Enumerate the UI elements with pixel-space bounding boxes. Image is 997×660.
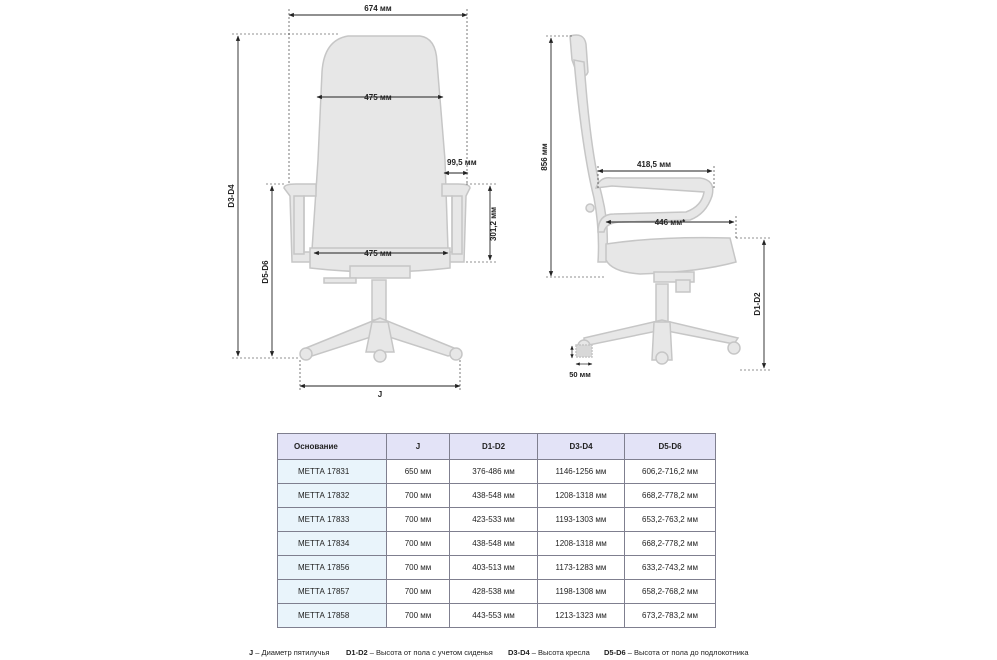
- header-d3-d4: D3-D4: [538, 434, 625, 460]
- table-row: [278, 556, 716, 580]
- side-seat: [606, 238, 736, 274]
- front-view-chair: [284, 36, 470, 362]
- cell-d3-d4: 1173-1283 мм: [538, 556, 625, 580]
- cell-d3-d4: 1213-1323 мм: [538, 604, 625, 628]
- header-d1-d2: D1-D2: [450, 434, 538, 460]
- cell-d5-d6: 653,2-763,2 мм: [625, 508, 716, 532]
- front-caster-right: [450, 348, 462, 360]
- header-d5-d6: D5-D6: [625, 434, 716, 460]
- table-header-row: [278, 434, 716, 460]
- side-caster-right: [728, 342, 740, 354]
- cell-d1-d2: 423-533 мм: [450, 508, 538, 532]
- cell-d1-d2: 443-553 мм: [450, 604, 538, 628]
- dim-armrest-offset: 99,5 мм: [447, 158, 477, 167]
- dim-armrest-floor: D5-D6: [261, 260, 270, 284]
- legend-key: J: [249, 648, 254, 657]
- cell-j: 700 мм: [387, 532, 450, 556]
- side-gas-lift: [656, 284, 668, 324]
- legend-text: – Высота кресла: [529, 648, 590, 657]
- legend-item-d1-d2: [346, 648, 493, 657]
- dim-seat-floor: D1-D2: [753, 292, 762, 316]
- cell-base: МЕТТА 17832: [278, 484, 387, 508]
- table-row: [278, 460, 716, 484]
- table-row: [278, 484, 716, 508]
- cell-base: МЕТТА 17858: [278, 604, 387, 628]
- dim-total-width: 674 мм: [364, 4, 392, 13]
- front-caster-left: [300, 348, 312, 360]
- front-backrest: [312, 36, 448, 250]
- dim-armrest-depth: 418,5 мм: [636, 160, 672, 169]
- front-lever: [324, 278, 356, 283]
- dim-base-diameter: J: [377, 390, 383, 399]
- table-row: [278, 580, 716, 604]
- cell-base: МЕТТА 17857: [278, 580, 387, 604]
- cell-d1-d2: 376-486 мм: [450, 460, 538, 484]
- legend-item-d5-d6: [604, 648, 749, 657]
- cell-j: 700 мм: [387, 580, 450, 604]
- side-tilt-knob: [586, 204, 594, 212]
- cell-d5-d6: 633,2-743,2 мм: [625, 556, 716, 580]
- cell-d3-d4: 1208-1318 мм: [538, 484, 625, 508]
- cell-d3-d4: 1198-1308 мм: [538, 580, 625, 604]
- cell-base: МЕТТА 17831: [278, 460, 387, 484]
- cell-j: 700 мм: [387, 556, 450, 580]
- cell-j: 650 мм: [387, 460, 450, 484]
- legend-key: D5-D6: [604, 648, 626, 657]
- cell-j: 700 мм: [387, 508, 450, 532]
- cell-d1-d2: 438-548 мм: [450, 532, 538, 556]
- cell-base: МЕТТА 17834: [278, 532, 387, 556]
- side-caster-box: [576, 345, 592, 357]
- header-j: J: [387, 434, 450, 460]
- cell-d3-d4: 1208-1318 мм: [538, 532, 625, 556]
- front-gas-lift: [372, 280, 386, 320]
- legend-key: D1-D2: [346, 648, 368, 657]
- table-row: [278, 532, 716, 556]
- dim-back-width: 475 мм: [364, 93, 392, 102]
- cell-base: МЕТТА 17856: [278, 556, 387, 580]
- spec-table: [277, 433, 716, 628]
- dim-back-height: 856 мм: [540, 143, 549, 171]
- dim-armrest-height: 301,2 мм: [489, 206, 498, 242]
- legend-text: – Высота от пола до подлокотника: [625, 648, 749, 657]
- cell-d5-d6: 606,2-716,2 мм: [625, 460, 716, 484]
- legend-item-j: [249, 648, 329, 657]
- cell-d5-d6: 668,2-778,2 мм: [625, 532, 716, 556]
- header-base: Основание: [278, 434, 387, 460]
- dim-seat-depth: 446 мм*: [654, 218, 686, 227]
- side-caster-center: [656, 352, 668, 364]
- legend-key: D3-D4: [508, 648, 530, 657]
- cell-d5-d6: 673,2-783,2 мм: [625, 604, 716, 628]
- cell-d5-d6: 658,2-768,2 мм: [625, 580, 716, 604]
- side-lever: [676, 280, 690, 292]
- cell-j: 700 мм: [387, 604, 450, 628]
- legend-item-d3-d4: [508, 648, 590, 657]
- cell-d1-d2: 428-538 мм: [450, 580, 538, 604]
- cell-d5-d6: 668,2-778,2 мм: [625, 484, 716, 508]
- cell-d1-d2: 403-513 мм: [450, 556, 538, 580]
- table-row: [278, 604, 716, 628]
- dim-total-height: D3-D4: [227, 184, 236, 208]
- legend-text: – Диаметр пятилучья: [253, 648, 330, 657]
- cell-base: МЕТТА 17833: [278, 508, 387, 532]
- side-view-chair: [570, 35, 740, 364]
- front-caster-center: [374, 350, 386, 362]
- cell-d3-d4: 1193-1303 мм: [538, 508, 625, 532]
- legend-text: – Высота от пола с учетом сиденья: [367, 648, 493, 657]
- dim-caster-size: 50 мм: [569, 370, 591, 379]
- table-row: [278, 508, 716, 532]
- dim-seat-width: 475 мм: [364, 249, 392, 258]
- cell-j: 700 мм: [387, 484, 450, 508]
- cell-d3-d4: 1146-1256 мм: [538, 460, 625, 484]
- cell-d1-d2: 438-548 мм: [450, 484, 538, 508]
- front-mechanism: [350, 266, 410, 278]
